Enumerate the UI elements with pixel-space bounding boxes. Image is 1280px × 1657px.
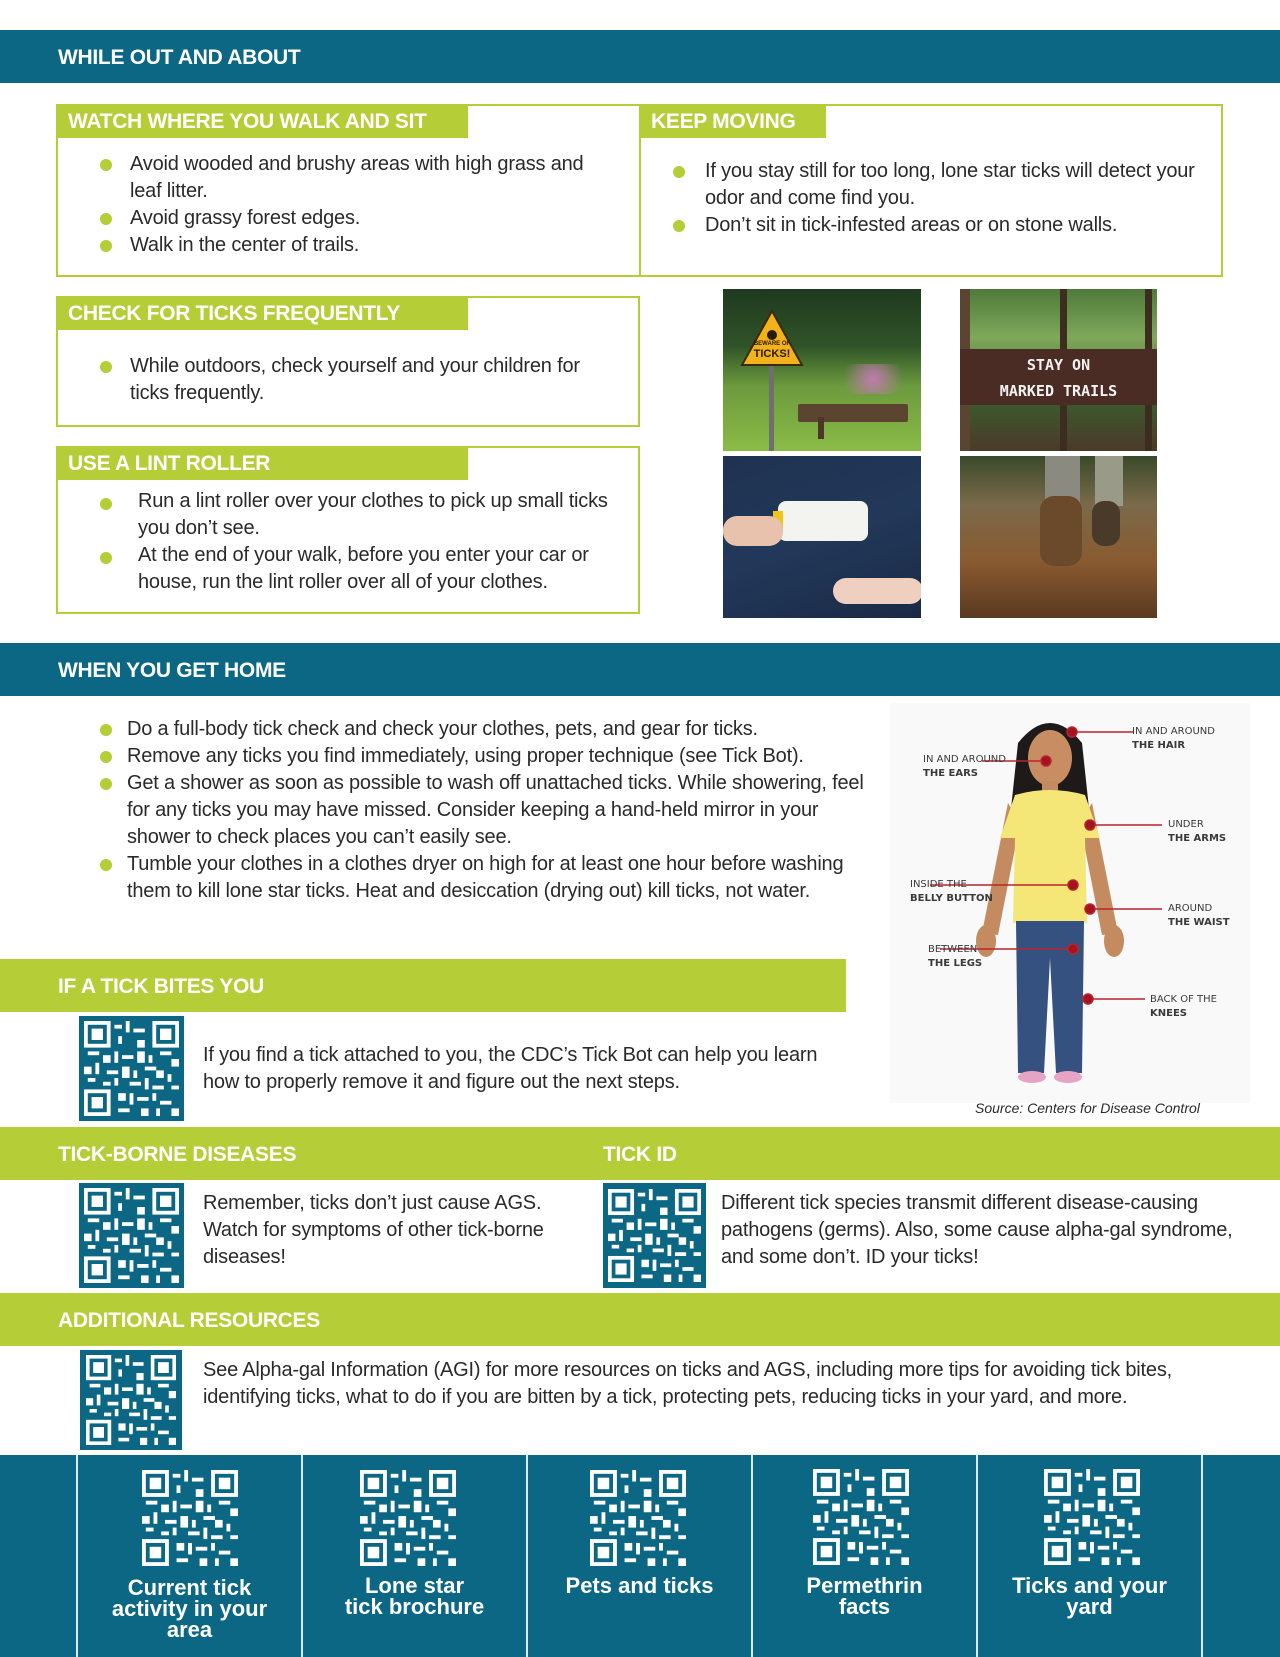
bullet-item: While outdoors, check yourself and your children for ticks frequently. [100,353,620,407]
tick-id-qr-code[interactable] [603,1183,706,1288]
tick-borne-diseases-text: Remember, ticks don’t just cause AGS. Watch for symptoms of other tick-borne diseases! [203,1192,544,1268]
bullet-item: At the end of your walk, before you enter your car or house, run the lint roller over all of your clothes. [100,542,630,596]
bullet-item: Get a shower as soon as possible to wash off unattached ticks. While showering, feel for any ticks you may have missed. Consider keeping a hand-held mirror in your shower to check places you can’t easily see. [100,770,880,851]
bullet-item: Don’t sit in tick-infested areas or on stone walls. [673,212,1213,239]
bullet-dot-icon [100,213,112,225]
bullet-list [100,151,600,259]
photo-stay-on-marked-trails-sign [960,289,1157,451]
tick-check-body-diagram [890,703,1250,1103]
diagram-label-ears: IN AND AROUND THE EARS [923,754,1006,779]
footer-link-ticks-and-your-yard[interactable]: Ticks and your yard [976,1455,1201,1657]
section-title-tick-borne-diseases: TICK-BORNE DISEASES [58,1143,297,1166]
bullet-dot-icon [100,778,112,790]
section-title-tick-id: TICK ID [603,1143,677,1166]
photo-beware-of-ticks-sign [723,289,921,451]
bullet-list [100,488,630,596]
bullet-dot-icon [100,498,112,510]
qr-code-icon [84,1188,179,1283]
qr-code-icon [590,1470,686,1566]
bullet-dot-icon [100,552,112,564]
section-banner-diseases-and-id [0,1127,1280,1180]
section-title: ADDITIONAL RESOURCES [58,1309,320,1332]
qr-code-icon [1044,1467,1140,1567]
bullet-dot-icon [673,166,685,178]
bullet-item: Run a lint roller over your clothes to pick up small ticks you don’t see. [100,488,630,542]
qr-code-icon [813,1467,909,1567]
bullet-item: Tumble your clothes in a clothes dryer on high for at least one hour before washing them to kill lone star ticks. Heat and desiccation (drying out) kill ticks, not water. [100,851,880,905]
diagram-label-arms: UNDER THE ARMS [1168,819,1227,844]
box-check-for-ticks [56,296,640,427]
footer-empty-column [1201,1455,1280,1657]
diagram-label-knees: BACK OF THE KNEES [1150,994,1217,1019]
footer-link-current-tick-activity[interactable]: Current tick activity in your area [76,1455,301,1657]
qr-code-icon [84,1021,179,1116]
sign-text: BEWARE OF TICKS! [753,341,791,360]
bullet-item: If you stay still for too long, lone star ticks will detect your odor and come find you. [673,158,1213,212]
qr-code-icon [85,1355,177,1445]
photo-lint-roller [723,456,921,618]
trail-sign: STAY ON MARKED TRAILS [960,349,1157,405]
section-title: WHEN YOU GET HOME [58,659,286,682]
box-title: USE A LINT ROLLER [58,448,468,480]
bullet-dot-icon [673,220,685,232]
section-banner-when-you-get-home [0,643,1280,696]
section-title: WHILE OUT AND ABOUT [58,46,301,69]
box-watch-where-you-walk [56,104,641,277]
photo-hiking-boots-trail [960,456,1157,618]
bullet-dot-icon [100,159,112,171]
alpha-gal-information-qr-code[interactable] [80,1350,182,1450]
bullet-dot-icon [100,751,112,763]
section-banner-additional-resources [0,1293,1280,1346]
tick-bites-text: If you find a tick attached to you, the CDC’s Tick Bot can help you learn how to properly remove it and figure out the next steps. [203,1044,818,1093]
box-title: KEEP MOVING [641,106,826,138]
footer-link-lone-star-tick-brochure[interactable]: Lone star tick brochure [301,1455,526,1657]
diagram-label-waist: AROUND THE WAIST [1168,903,1230,928]
bullet-item: Remove any ticks you find immediately, using proper technique (see Tick Bot). [100,743,880,770]
bullet-list [673,158,1213,239]
bullet-dot-icon [100,724,112,736]
qr-code-icon [142,1470,238,1566]
get-home-bullet-list [100,716,880,905]
qr-code-icon [608,1188,701,1283]
qr-code-icon [360,1470,456,1566]
bullet-item: Do a full-body tick check and check your clothes, pets, and gear for ticks. [100,716,880,743]
section-banner-tick-bites [0,959,846,1012]
box-keep-moving [639,104,1223,277]
diagram-source: Source: Centers for Disease Control [975,1100,1200,1116]
diagram-label-legs: BETWEEN THE LEGS [928,944,983,969]
bullet-item: Avoid grassy forest edges. [100,205,600,232]
diagram-label-hair: IN AND AROUND THE HAIR [1132,726,1215,751]
tick-bot-qr-code[interactable] [79,1016,184,1121]
box-title: WATCH WHERE YOU WALK AND SIT [58,106,468,138]
footer-link-pets-and-ticks[interactable]: Pets and ticks [526,1455,751,1657]
bullet-item: Walk in the center of trails. [100,232,600,259]
section-title: IF A TICK BITES YOU [58,975,264,998]
box-title: CHECK FOR TICKS FREQUENTLY [58,298,468,330]
tick-id-text: Different tick species transmit different disease-causing pathogens (germs). Also, some cause alpha-gal syndrome, and some don’t. ID your ticks! [721,1192,1233,1268]
tick-borne-diseases-qr-code[interactable] [79,1183,184,1288]
bullet-dot-icon [100,361,112,373]
bullet-dot-icon [100,859,112,871]
footer-resource-links [0,1455,1280,1657]
diagram-label-belly-button: INSIDE THE BELLY BUTTON [910,879,993,904]
footer-link-permethrin-facts[interactable]: Permethrin facts [751,1455,976,1657]
box-lint-roller [56,446,640,614]
bullet-item: Avoid wooded and brushy areas with high grass and leaf litter. [100,151,600,205]
additional-resources-text: See Alpha-gal Information (AGI) for more resources on ticks and AGS, including more tips for avoiding tick bites, identifying ticks, what to do if you are bitten by a tick, protecting pets, reducing ticks in your yard, and more. [203,1359,1172,1408]
bullet-list [100,353,620,407]
bullet-dot-icon [100,240,112,252]
section-banner-out-and-about [0,30,1280,83]
